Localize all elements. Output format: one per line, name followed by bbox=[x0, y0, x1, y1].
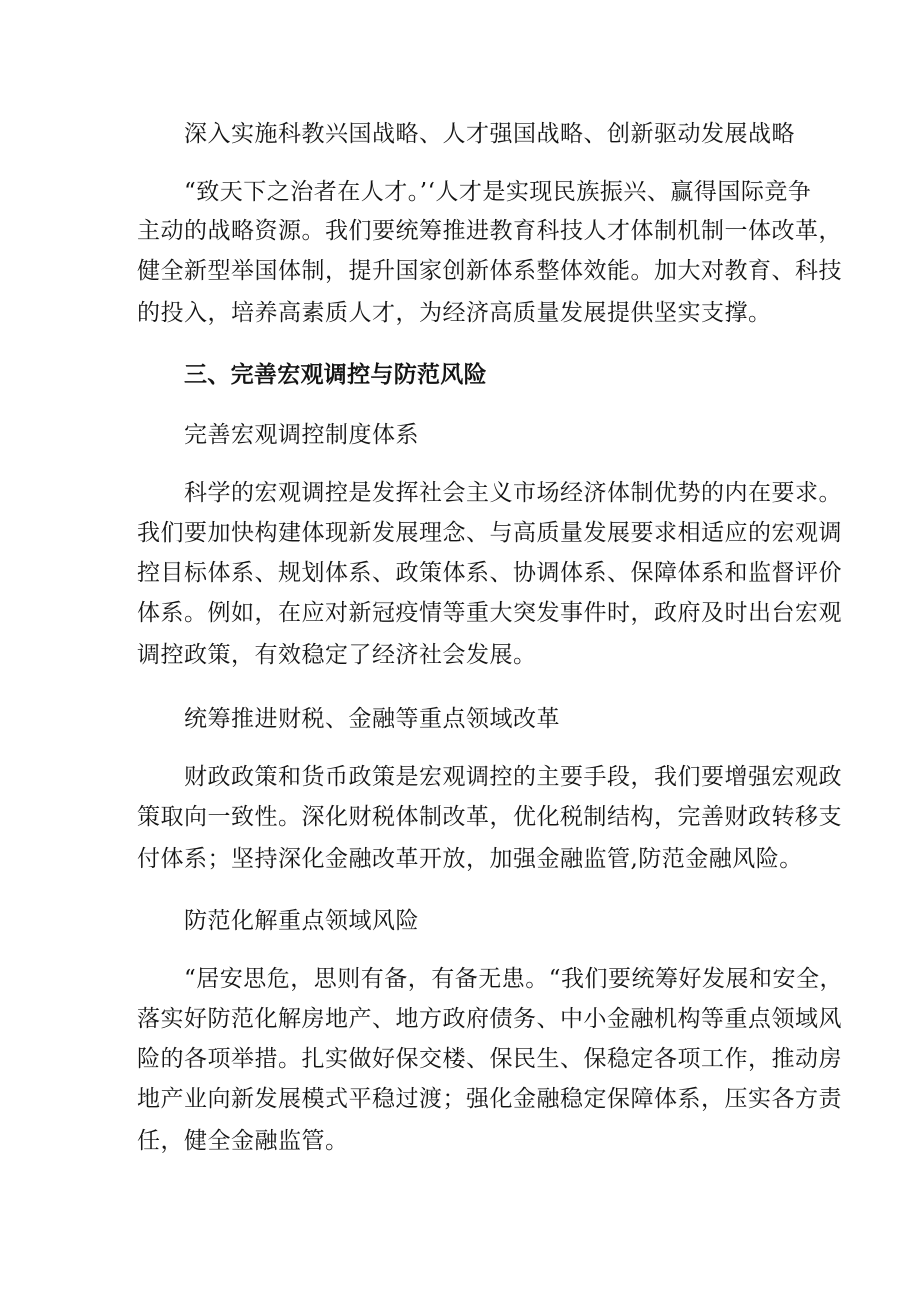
paragraph-line: 主动的战略资源。我们要统筹推进教育科技人才体制机制一体改革， bbox=[137, 218, 842, 244]
paragraph-line: “居安思危，思则有备，有备无患。“我们要统筹好发展和安全， bbox=[184, 966, 844, 992]
subheading-risk-prevention: 防范化解重点领域风险 bbox=[184, 908, 419, 934]
subheading-macro-control-system: 完善宏观调控制度体系 bbox=[184, 422, 419, 448]
section-heading-three: 三、完善宏观调控与防范风险 bbox=[184, 362, 487, 388]
paragraph-line: 我们要加快构建体现新发展理念、与高质量发展要求相适应的宏观调 bbox=[137, 520, 842, 546]
subheading-sci-edu-strategy: 深入实施科教兴国战略、人才强国战略、创新驱动发展战略 bbox=[184, 121, 795, 147]
paragraph-line: 控目标体系、规划体系、政策体系、协调体系、保障体系和监督评价 bbox=[137, 560, 842, 586]
paragraph-line: 付体系；坚持深化金融改革开放，加强金融监管,防范金融风险。 bbox=[137, 846, 803, 872]
paragraph-line: 任，健全金融监管。 bbox=[137, 1128, 349, 1154]
paragraph-line: 策取向一致性。深化财税体制改革，优化税制结构，完善财政转移支 bbox=[137, 804, 842, 830]
paragraph-line: 科学的宏观调控是发挥社会主义市场经济体制优势的内在要求。 bbox=[184, 480, 842, 506]
paragraph-line: “致天下之治者在人才。’‘人才是实现民族振兴、赢得国际竞争 bbox=[184, 179, 812, 205]
paragraph-line: 健全新型举国体制，提升国家创新体系整体效能。加大对教育、科技 bbox=[137, 258, 842, 284]
paragraph-line: 落实好防范化解房地产、地方政府债务、中小金融机构等重点领域风 bbox=[137, 1006, 842, 1032]
paragraph-line: 地产业向新发展模式平稳过渡；强化金融稳定保障体系，压实各方责 bbox=[137, 1086, 842, 1112]
subheading-fiscal-finance-reform: 统筹推进财税、金融等重点领域改革 bbox=[184, 706, 560, 732]
paragraph-line: 险的各项举措。扎实做好保交楼、保民生、保稳定各项工作，推动房 bbox=[137, 1046, 842, 1072]
paragraph-line: 体系。例如，在应对新冠疫情等重大突发事件时，政府及时出台宏观 bbox=[137, 600, 842, 626]
paragraph-line: 的投入，培养高素质人才，为经济高质量发展提供坚实支撑。 bbox=[137, 300, 772, 326]
paragraph-line: 调控政策，有效稳定了经济社会发展。 bbox=[137, 642, 537, 668]
paragraph-line: 财政政策和货币政策是宏观调控的主要手段，我们要增强宏观政 bbox=[184, 764, 842, 790]
